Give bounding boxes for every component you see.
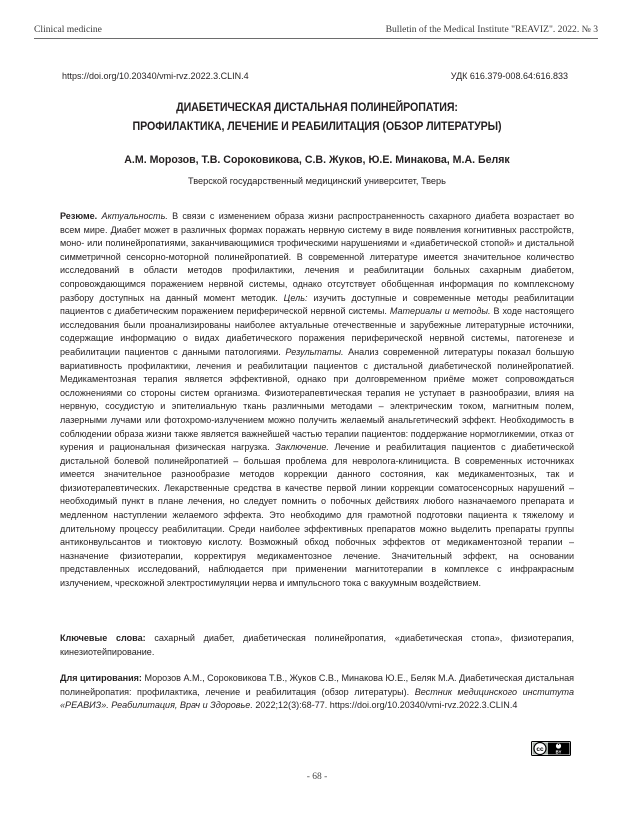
aim-text: изучить доступные и современные методы реабилитации пациентов с диабетическим поражением периферической нервной системы.: [60, 292, 574, 317]
header-journal: Bulletin of the Medical Institute "REAVIZ". 2022. № 3: [385, 24, 598, 35]
page-number: - 68 -: [306, 772, 328, 782]
relevance-text: В связи с изменением образа жизни распространенность сахарного диабета возрастает во всем мире. Диабет может в различных формах поражать нервную систему в виде появления когнитивных расстройств, моно- или полинейропатиями, заканчивающимися трофическими нарушениями и «диабетической стопой» и дистальной симметричной сенсорно-моторной полинейропатией. В современной литературе имеется значительное количество исследований в области методов профилактики, лечения и реабилитации больных сахарным диабетом, сопровождающимся поражением нервной системы, однако отсутствует обобщенная информация по комплексному разбору доступных на данный момент методик.: [60, 211, 575, 303]
citation-journal: Вестник медицинского института «РЕАВИЗ». Реабилитация, Врач и Здоровье.: [60, 686, 575, 711]
header-divider: [34, 38, 598, 39]
keywords-label: Ключевые слова:: [60, 633, 146, 643]
title-line-1: ДИАБЕТИЧЕСКАЯ ДИСТАЛЬНАЯ ПОЛИНЕЙРОПАТИЯ:: [176, 100, 458, 114]
keywords-text: сахарный диабет, диабетическая полинейропатия, «диабетическая стопа», физиотерапия, кинезиотейпирование.: [60, 633, 574, 657]
conclusion-label: Заключение.: [275, 442, 329, 453]
udc-code: УДК 616.379-008.64:616.833: [450, 71, 568, 81]
article-meta: [62, 71, 568, 81]
relevance-label: Актуальность.: [101, 211, 168, 221]
cc-mark: cc: [536, 746, 544, 753]
citation-text: Морозов А.М., Сороковикова Т.В., Жуков С.В., Минакова Ю.Е., Беляк М.А. Диабетическая дистальная полинейропатия: профилактика, лечение и реабилитация (обзор литературы).: [60, 673, 575, 697]
running-header: [34, 24, 598, 35]
methods-label: Материалы и методы.: [389, 306, 491, 317]
results-text: Анализ современной литературы показал большую вариативность профилактики, лечения и реабилитации пациентов с дистальной диабетической полинейропатией. Медикаментозная терапия является эффективной, однако при долговременном приёме может сопровождаться осложнениями со стороны систем организма. Физиотерапевтическая терапия не уступает в разнообразии, влияя на нервную, сосудистую и эпителиальную ткань различными методами – электрическим током, магнитным полем, лазерными лучами или фотохромо-излучением можно получить желаемый анальгетический эффект. Необходимость в соблюдении образа жизни также является важнейшей частью терапии пациентов: поддержание нормогликемии, отказ от курения и рациональная физическая нагрузка.: [60, 346, 575, 453]
cc-by-license-badge[interactable]: [531, 741, 571, 761]
conclusion-text: Лечение и реабилитация пациентов с диабетической дистальной болевой полинейропатией – большая проблема для невролога-клинициста. В современных источниках имеется значительное разнообразие методов коррекции данного состояния, как медикаментозных, так и физиотерапевтических. Лекарственные средства в качестве первой линии коррекции соматосенсорных нарушений – необходимый пункт в плане лечения, но следует помнить о побочных действиях любого назначаемого препарата и медленном наступлении желаемого эффекта. Это необходимо для грамотной подготовки пациента к тяжелому и длительному процессу реабилитации. Среди наиболее эффективных препаратов можно выделить препараты группы антиконвульсантов и тиоктовую кислоту. Возможный обход побочных эффектов от медикаментозной терапии – назначение физиотерапии, корректируя медикаментозное лечение. Значительный эффект, на основании представленных исследований, наблюдается при применении магнитотерапии в комплексе с инфракрасным излучением, чрескожной электростимуляции нерва и импульсного тока с вакуумным воздействием.: [60, 442, 575, 589]
title-line-2: ПРОФИЛАКТИКА, ЛЕЧЕНИЕ И РЕАБИЛИТАЦИЯ (ОБЗОР ЛИТЕРАТУРЫ): [132, 119, 502, 133]
results-label: Результаты.: [285, 346, 344, 357]
by-mark: BY: [555, 749, 562, 755]
methods-text: В ходе настоящего исследования были проанализированы наиболее актуальные отечественные и зарубежные литературные источники, содержащие информацию о видах диабетического поражения периферической нервной системы, патогенезе и реабилитации пациентов с данными патологиями.: [60, 306, 574, 357]
header-section: Clinical medicine: [34, 24, 102, 35]
article-title: [79, 98, 555, 136]
citation-ref[interactable]: 2022;12(3):68-77. https://doi.org/10.20340/vmi-rvz.2022.3.CLIN.4: [255, 700, 518, 711]
citation-label: Для цитирования:: [60, 673, 142, 683]
doi-link[interactable]: https://doi.org/10.20340/vmi-rvz.2022.3.CLIN.4: [62, 71, 249, 81]
abstract-label: Резюме.: [60, 211, 98, 221]
keywords: [60, 632, 574, 659]
abstract: [60, 210, 574, 591]
aim-label: Цель:: [283, 292, 308, 303]
affiliation: Тверской государственный медицинский университет, Тверь: [188, 176, 446, 186]
citation: [60, 672, 574, 713]
cc-by-icon: [531, 741, 571, 756]
authors: А.М. Морозов, Т.В. Сороковикова, С.В. Жуков, Ю.Е. Минакова, М.А. Беляк: [124, 154, 510, 166]
